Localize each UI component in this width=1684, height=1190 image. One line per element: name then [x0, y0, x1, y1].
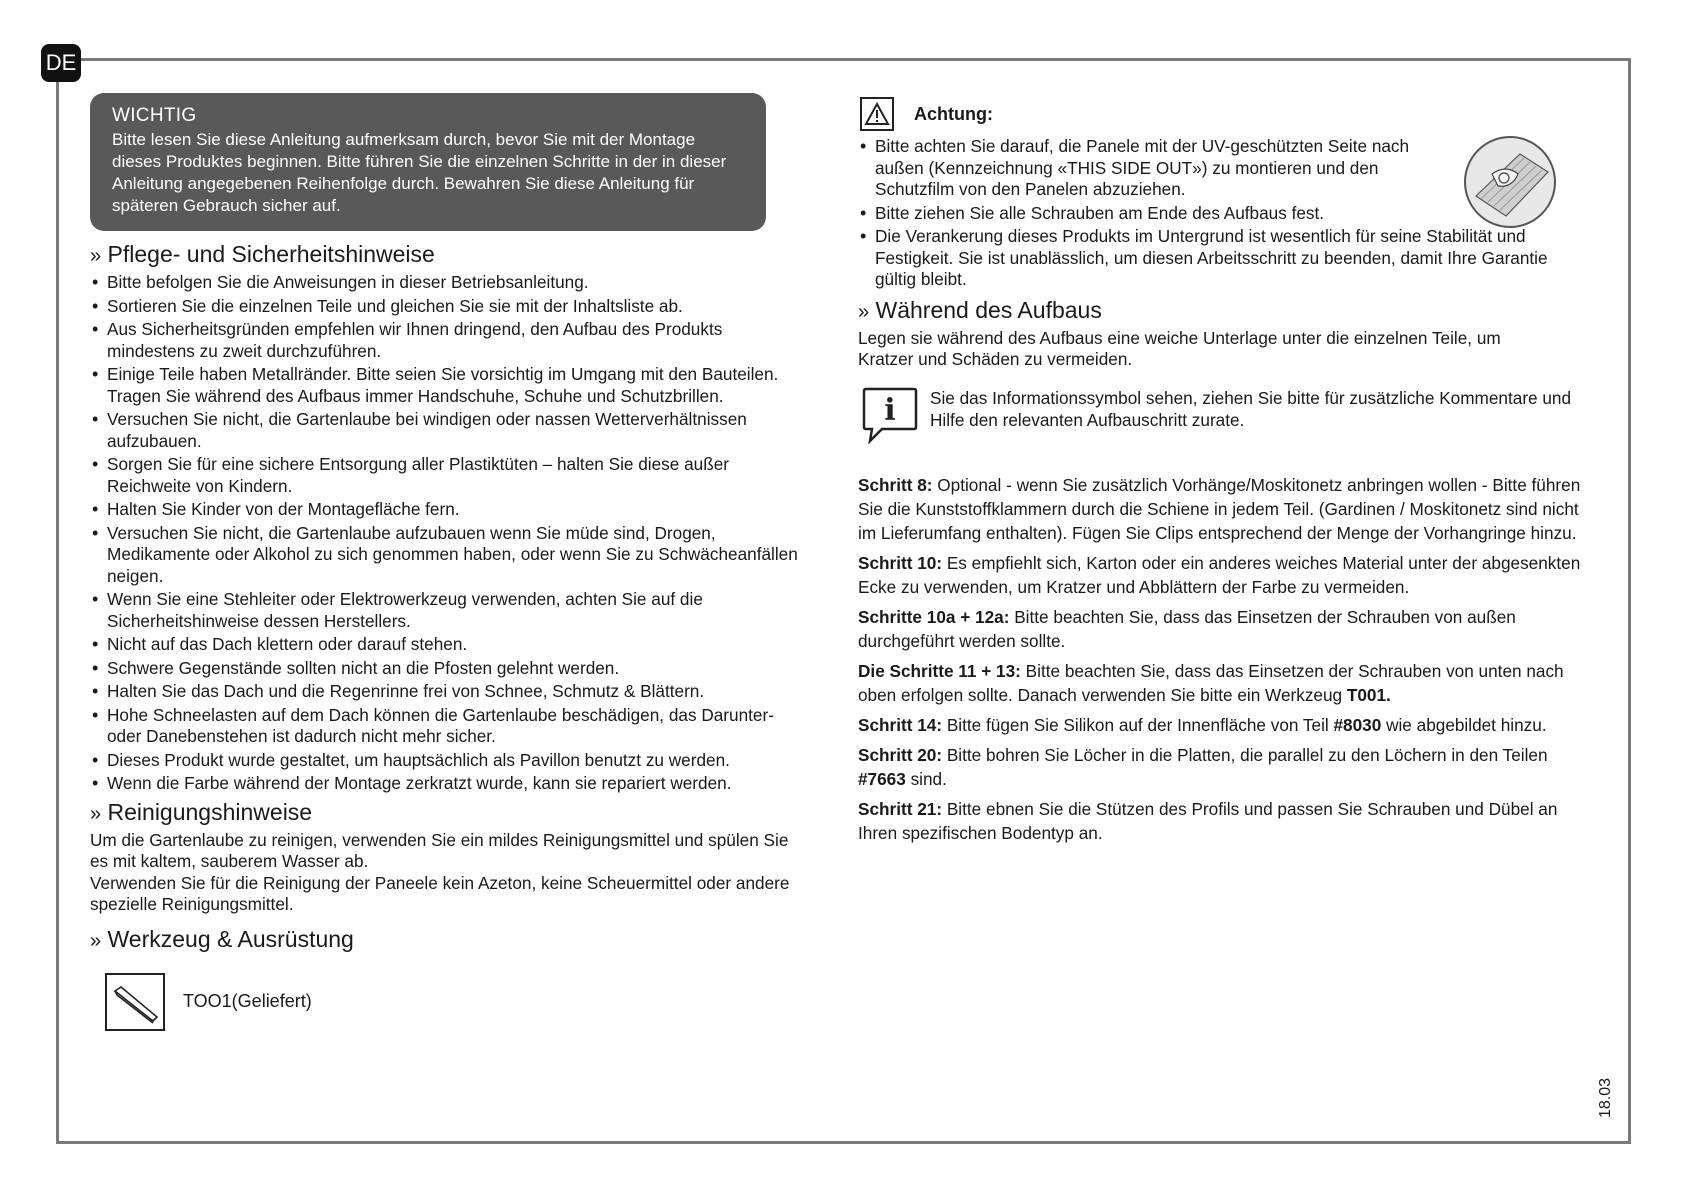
- info-speech-bubble-icon: [860, 385, 920, 445]
- step-entry: [858, 743, 1588, 791]
- uv-panel-illustration: [1462, 134, 1558, 230]
- step-text: Bitte ebnen Sie die Stützen des Profils und passen Sie Schrauben und Dübel an Ihren spezifischen Bodentyp an.: [858, 798, 1558, 843]
- care-safety-item: • Nicht auf das Dach klettern oder darauf stehen.: [90, 634, 810, 656]
- step-text: wie abgebildet hinzu.: [1381, 714, 1547, 735]
- step-label: Die Schritte 11 + 13:: [858, 660, 1021, 681]
- step-entry: [858, 713, 1588, 737]
- care-safety-item: • Einige Teile haben Metallränder. Bitte seien Sie vorsichtig im Umgang mit den Bauteilen. Tragen Sie während des Aufbaus immer Handschuhe, Schuhe und Schutzbrillen.: [90, 364, 810, 407]
- step-text: Bitte beachten Sie, dass das Einsetzen der Schrauben von außen durchgeführt werden sollte.: [858, 606, 1516, 651]
- cleaning-heading: » Reinigungshinweise: [90, 798, 313, 825]
- tool-label: TOO1(Geliefert): [183, 991, 312, 1011]
- page-number: 18.03: [1597, 1077, 1614, 1118]
- info-note-text: Sie das Informationssymbol sehen, ziehen Sie bitte für zusätzliche Kommentare und Hilfe den relevanten Aufbauschritt zurate.: [930, 387, 1572, 430]
- step-text: Bitte beachten Sie, dass das Einsetzen der Schrauben von unten nach oben erfolgen sollte. Danach verwenden Sie bitte ein Werkzeug: [858, 660, 1564, 705]
- care-safety-item: • Sortieren Sie die einzelnen Teile und gleichen Sie sie mit der Inhaltsliste ab.: [90, 296, 810, 318]
- step-label: Schritt 10:: [858, 552, 943, 573]
- cleaning-text-2: Verwenden Sie für die Reinigung der Paneele kein Azeton, keine Scheuermittel oder andere spezielle Reinigungsmittel.: [90, 872, 790, 914]
- left-column: [90, 93, 810, 1031]
- step-label: Schritte 10a + 12a:: [858, 606, 1010, 627]
- care-safety-item: • Schwere Gegenstände sollten nicht an die Pfosten gelehnt werden.: [90, 658, 810, 680]
- attention-item: • Bitte ziehen Sie alle Schrauben am Ende des Aufbaus fest.: [858, 203, 1588, 225]
- step-label: Schritt 8:: [858, 474, 933, 495]
- svg-text:i: i: [884, 392, 896, 428]
- care-safety-item: • Versuchen Sie nicht, die Gartenlaube aufzubauen wenn Sie müde sind, Drogen, Medikamente oder Alkohol zu sich genommen haben, oder wenn Sie zu Schwächeanfällen neigen.: [90, 523, 810, 588]
- attention-item: • Bitte achten Sie darauf, die Panele mit der UV-geschützten Seite nach außen (Kennzeichnung «THIS SIDE OUT») zu montieren und den Schutzfilm von den Panelen abzuziehen.: [858, 136, 1435, 201]
- important-notice-box: [90, 93, 766, 231]
- step-label: Schritt 14:: [858, 714, 943, 735]
- care-safety-item: • Halten Sie Kinder von der Montagefläche fern.: [90, 499, 810, 521]
- care-safety-heading: » Pflege- und Sicherheitshinweise: [90, 241, 435, 267]
- tool-rod-icon: [105, 973, 165, 1031]
- during-assembly-heading: » Während des Aufbaus: [858, 296, 1102, 323]
- step-text: Bitte fügen Sie Silikon auf der Innenfläche von Teil: [942, 714, 1334, 735]
- steps-list: [858, 473, 1588, 845]
- care-safety-item: • Dieses Produkt wurde gestaltet, um hauptsächlich als Pavillon benutzt zu werden.: [90, 750, 810, 772]
- attention-item: • Die Verankerung dieses Produkts im Untergrund ist wesentlich für seine Stabilität und Festigkeit. Sie ist unablässlich, um diesen Arbeitsschritt zu beenden, damit Ihre Garantie gültig bleibt.: [858, 226, 1588, 291]
- step-tool-code: T001.: [1346, 684, 1391, 705]
- info-note: [858, 385, 1588, 445]
- step-text: Es empfiehlt sich, Karton oder ein anderes weiches Material unter der abgesenkten Ecke zu verwenden, um Kratzer und Abblättern der Farbe zu vermeiden.: [858, 552, 1581, 597]
- language-tab: DE: [41, 44, 81, 82]
- step-entry: [858, 473, 1588, 545]
- care-safety-item: • Versuchen Sie nicht, die Gartenlaube bei windigen oder nassen Wetterverhältnissen aufzubauen.: [90, 409, 810, 452]
- step-text: Optional - wenn Sie zusätzlich Vorhänge/Moskitonetz anbringen wollen - Bitte führen Sie die Kunststoffklammern durch die Schiene in jedem Teil. (Gardinen / Moskitonetz sind nicht im Lieferumfang enthalten). Fügen Sie Clips entsprechend der Menge der Vorhangringe hinzu.: [858, 474, 1581, 543]
- care-safety-item: • Wenn die Farbe während der Montage zerkratzt wurde, kann sie repariert werden.: [90, 773, 810, 795]
- step-text: Bitte bohren Sie Löcher in die Platten, die parallel zu den Löchern in den Teilen: [942, 744, 1548, 765]
- important-title: WICHTIG: [112, 105, 197, 126]
- step-part-number: #7663: [858, 768, 906, 789]
- warning-triangle-icon: [860, 97, 894, 131]
- step-entry: [858, 797, 1588, 845]
- tool-row: [90, 973, 810, 1031]
- step-part-number: #8030: [1333, 714, 1382, 735]
- step-entry: [858, 605, 1588, 653]
- step-label: Schritt 20:: [858, 744, 943, 765]
- care-safety-item: • Halten Sie das Dach und die Regenrinne frei von Schnee, Schmutz & Blättern.: [90, 681, 810, 703]
- during-assembly-text: Legen sie während des Aufbaus eine weiche Unterlage unter die einzelnen Teile, um Kratzer und Schäden zu vermeiden.: [858, 327, 1501, 369]
- step-entry: [858, 659, 1588, 707]
- step-label: Schritt 21:: [858, 798, 943, 819]
- step-entry: [858, 551, 1588, 599]
- care-safety-item: • Sorgen Sie für eine sichere Entsorgung aller Plastiktüten – halten Sie diese außer Reichweite von Kindern.: [90, 454, 810, 497]
- care-safety-list: [90, 272, 810, 795]
- care-safety-item: • Aus Sicherheitsgründen empfehlen wir Ihnen dringend, den Aufbau des Produkts mindestens zu zweit durchzuführen.: [90, 319, 810, 362]
- care-safety-item: • Bitte befolgen Sie die Anweisungen in dieser Betriebsanleitung.: [90, 272, 810, 294]
- tools-heading: » Werkzeug & Ausrüstung: [90, 925, 354, 952]
- care-safety-item: • Hohe Schneelasten auf dem Dach können die Gartenlaube beschädigen, das Darunter- oder Danebenstehen ist dadurch nicht mehr sicher.: [90, 705, 810, 748]
- attention-label: Achtung:: [914, 103, 993, 124]
- important-text: Bitte lesen Sie diese Anleitung aufmerksam durch, bevor Sie mit der Montage dieses Produktes beginnen. Bitte führen Sie die einzelnen Schritte in der in dieser Anleitung angegebenen Reihenfolge durch. Bewahren Sie diese Anleitung für späteren Gebrauch sicher auf.: [112, 130, 727, 215]
- attention-header: [858, 96, 1588, 132]
- care-safety-item: • Wenn Sie eine Stehleiter oder Elektrowerkzeug verwenden, achten Sie auf die Sicherheitshinweise dessen Herstellers.: [90, 589, 810, 632]
- step-text: sind.: [905, 768, 947, 789]
- cleaning-text-1: Um die Gartenlaube zu reinigen, verwenden Sie ein mildes Reinigungsmittel und spülen Sie es mit kaltem, sauberem Wasser ab.: [90, 829, 789, 871]
